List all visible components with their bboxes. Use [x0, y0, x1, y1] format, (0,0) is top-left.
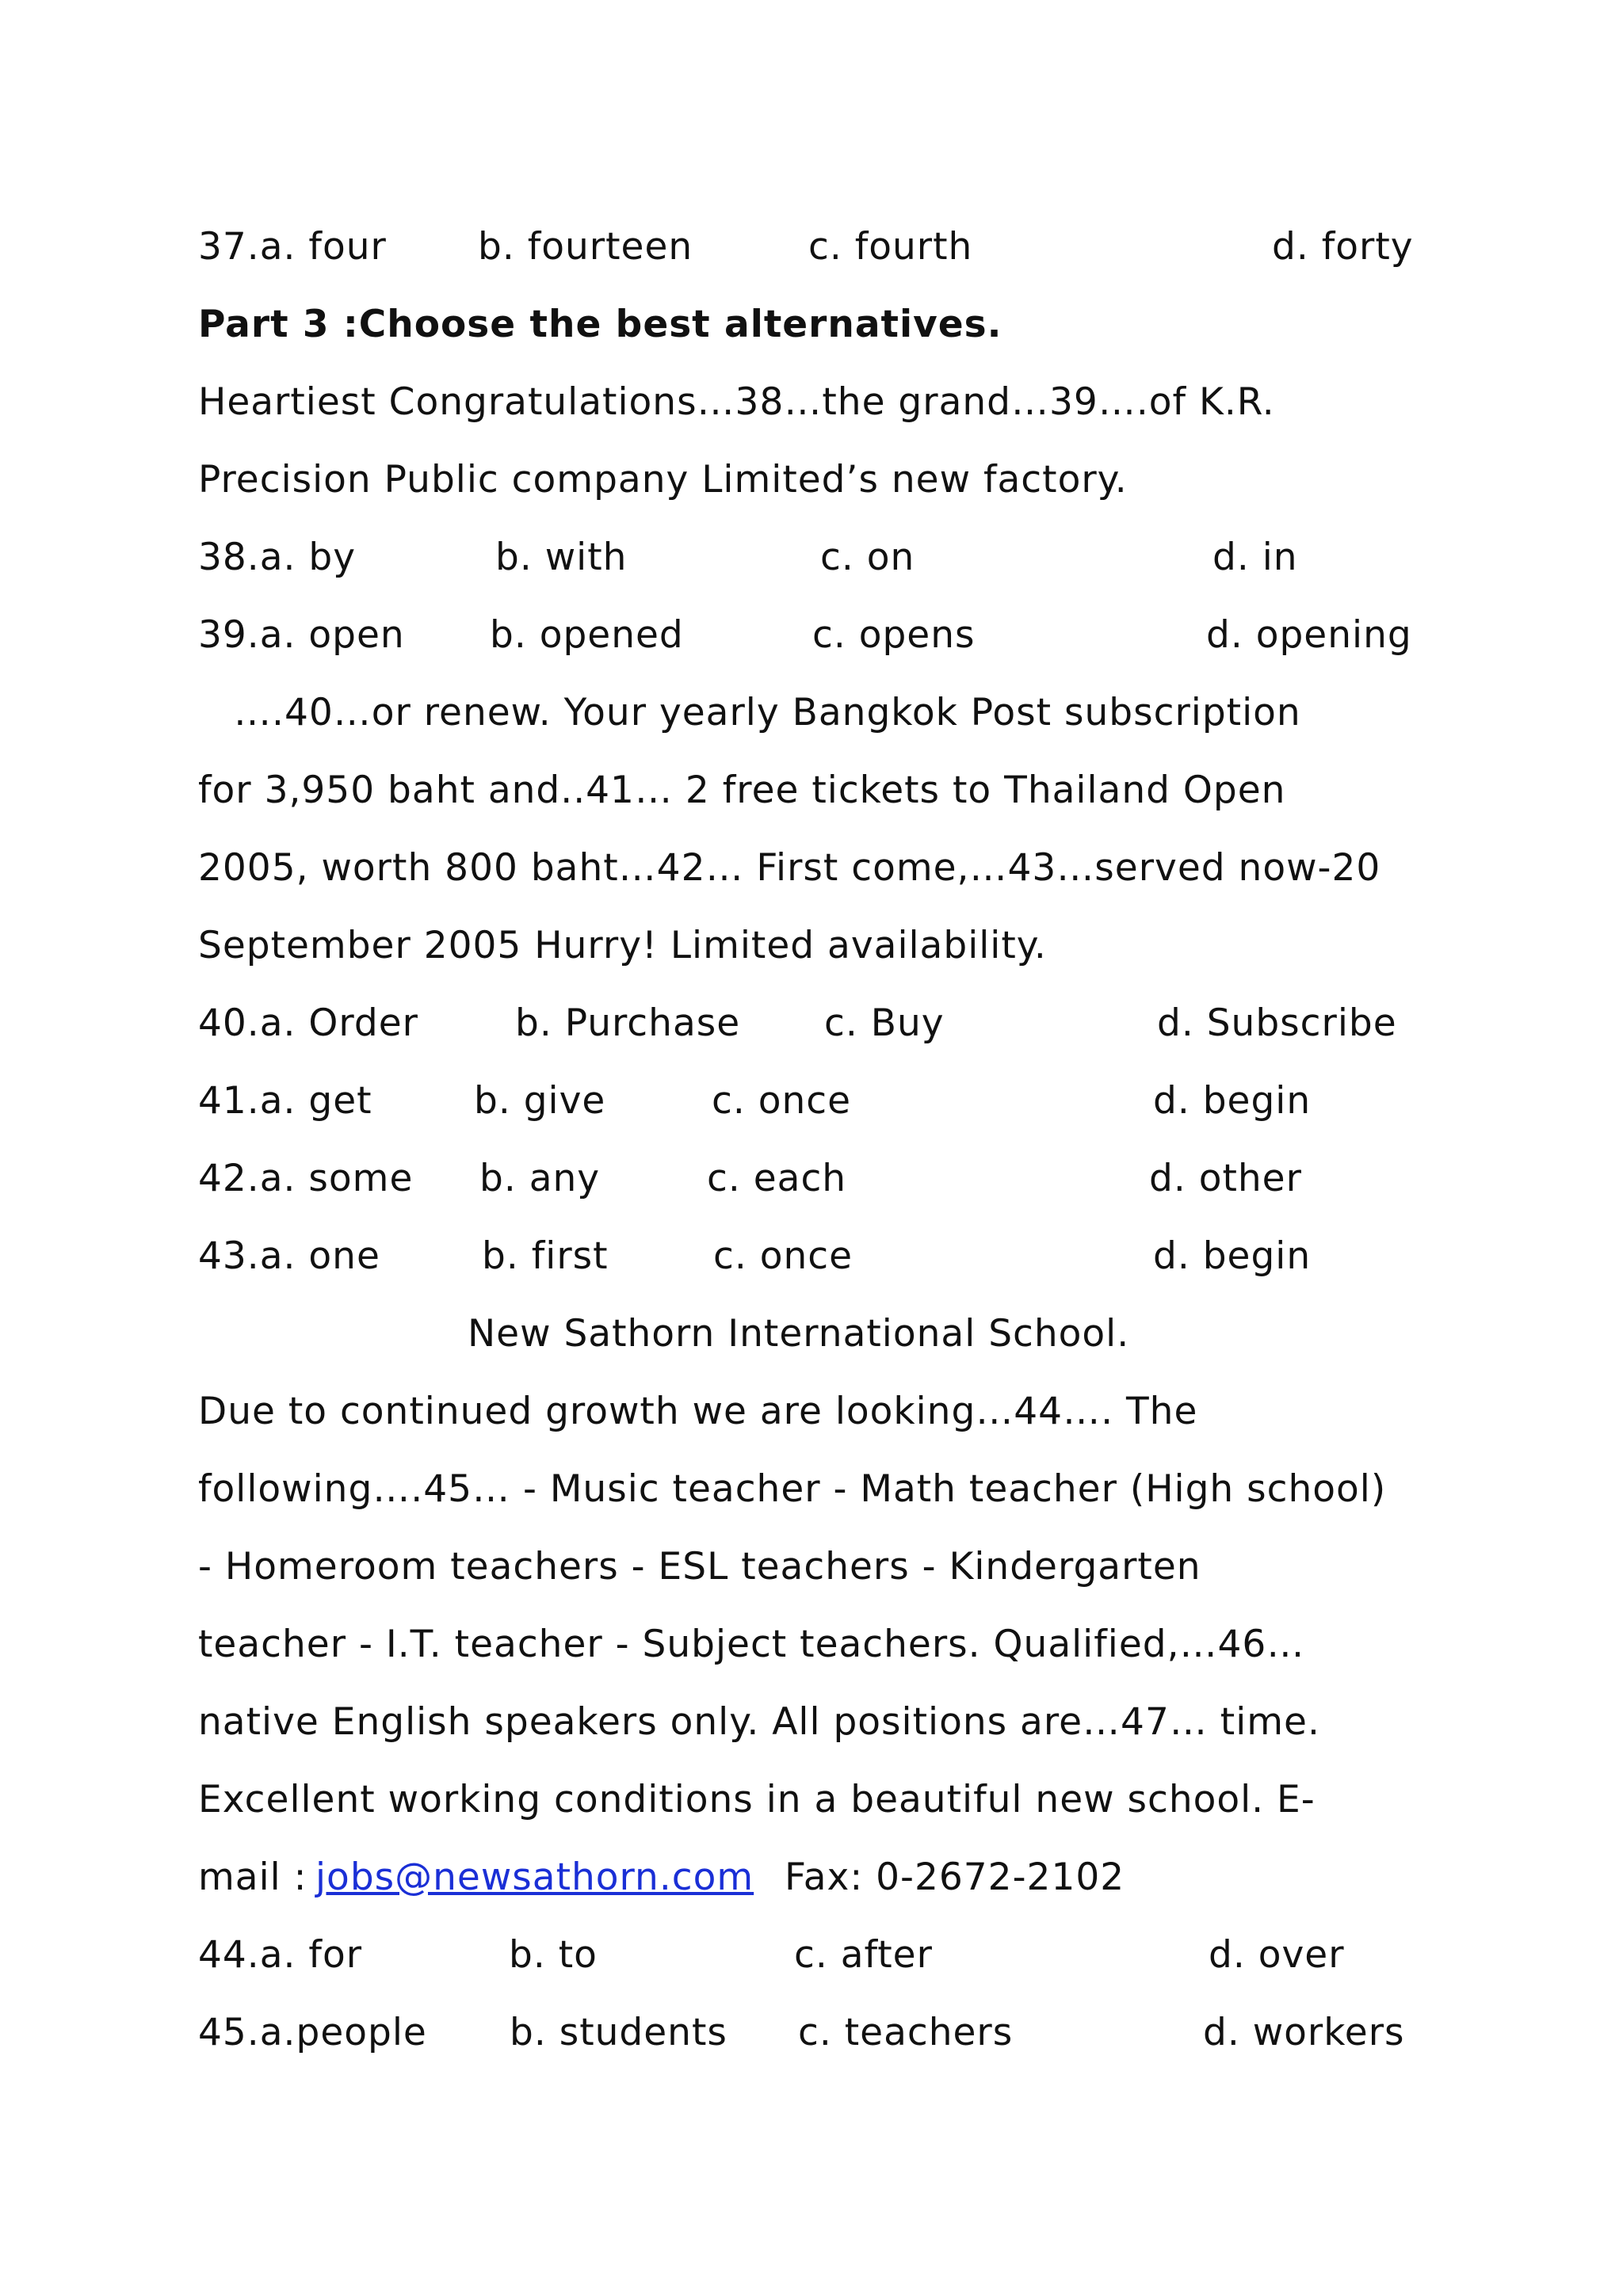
q45-option-a: 45.a.people [198, 2011, 427, 2054]
passage3-line6: Excellent working conditions in a beautiful new school. E- [198, 1778, 1316, 1821]
q41-option-b: b. give [474, 1079, 606, 1123]
q43-option-d: d. begin [1153, 1234, 1312, 1278]
passage2-line2: for 3,950 baht and..41… 2 free tickets to Thailand Open [198, 769, 1286, 812]
q45-option-c: c. teachers [798, 2011, 1014, 2054]
email-link[interactable]: jobs@newsathorn.com [315, 1855, 754, 1899]
q41-option-d: d. begin [1153, 1079, 1312, 1123]
q44-option-c: c. after [794, 1933, 933, 1977]
passage1-line2: Precision Public company Limited’s new factory. [198, 458, 1128, 502]
q41-option-c: c. once [712, 1079, 852, 1123]
q37-option-a: 37.a. four [198, 225, 387, 269]
passage3-line5: native English speakers only. All positions are…47… time. [198, 1700, 1320, 1744]
passage3-line4: teacher - I.T. teacher - Subject teachers. Qualified,…46… [198, 1623, 1305, 1666]
q43-option-a: 43.a. one [198, 1234, 380, 1278]
part3-heading: Part 3 :Choose the best alternatives. [198, 303, 1002, 346]
q37-option-b: b. fourteen [478, 225, 693, 269]
passage3-line3: - Homeroom teachers - ESL teachers - Kindergarten [198, 1545, 1201, 1589]
passage2-line3: 2005, worth 800 baht…42… First come,…43…served now-20 [198, 846, 1381, 890]
q42-option-b: b. any [479, 1157, 601, 1200]
q39-option-a: 39.a. open [198, 613, 405, 657]
q44-option-a: 44.a. for [198, 1933, 363, 1977]
q37-option-d: d. forty [1272, 225, 1414, 269]
passage2-line4: September 2005 Hurry! Limited availability. [198, 924, 1047, 967]
q38-option-c: c. on [820, 536, 915, 579]
q42-option-a: 42.a. some [198, 1157, 414, 1200]
fax-number: Fax: 0-2672-2102 [785, 1855, 1125, 1899]
passage3-line2: following….45… - Music teacher - Math teacher (High school) [198, 1467, 1387, 1511]
q45-option-d: d. workers [1203, 2011, 1405, 2054]
q40-option-b: b. Purchase [515, 1001, 741, 1045]
q39-option-d: d. opening [1206, 613, 1412, 657]
email-prefix: mail : [198, 1855, 307, 1899]
q43-option-b: b. first [482, 1234, 609, 1278]
q38-option-a: 38.a. by [198, 536, 357, 579]
q40-option-d: d. Subscribe [1157, 1001, 1397, 1045]
q40-option-a: 40.a. Order [198, 1001, 418, 1045]
passage1-line1: Heartiest Congratulations…38…the grand…39….of K.R. [198, 380, 1275, 424]
q42-option-c: c. each [707, 1157, 847, 1200]
q39-option-c: c. opens [812, 613, 976, 657]
passage2-line1: ….40…or renew. Your yearly Bangkok Post subscription [234, 691, 1301, 734]
q45-option-b: b. students [510, 2011, 727, 2054]
q44-option-d: d. over [1209, 1933, 1345, 1977]
q40-option-c: c. Buy [824, 1001, 945, 1045]
q38-option-b: b. with [495, 536, 628, 579]
q44-option-b: b. to [509, 1933, 598, 1977]
passage3-title: New Sathorn International School. [468, 1312, 1130, 1356]
q38-option-d: d. in [1212, 536, 1298, 579]
passage3-line1: Due to continued growth we are looking…44…. The [198, 1390, 1198, 1433]
q37-option-c: c. fourth [808, 225, 973, 269]
q41-option-a: 41.a. get [198, 1079, 372, 1123]
q39-option-b: b. opened [490, 613, 684, 657]
q43-option-c: c. once [713, 1234, 854, 1278]
q42-option-d: d. other [1149, 1157, 1302, 1200]
